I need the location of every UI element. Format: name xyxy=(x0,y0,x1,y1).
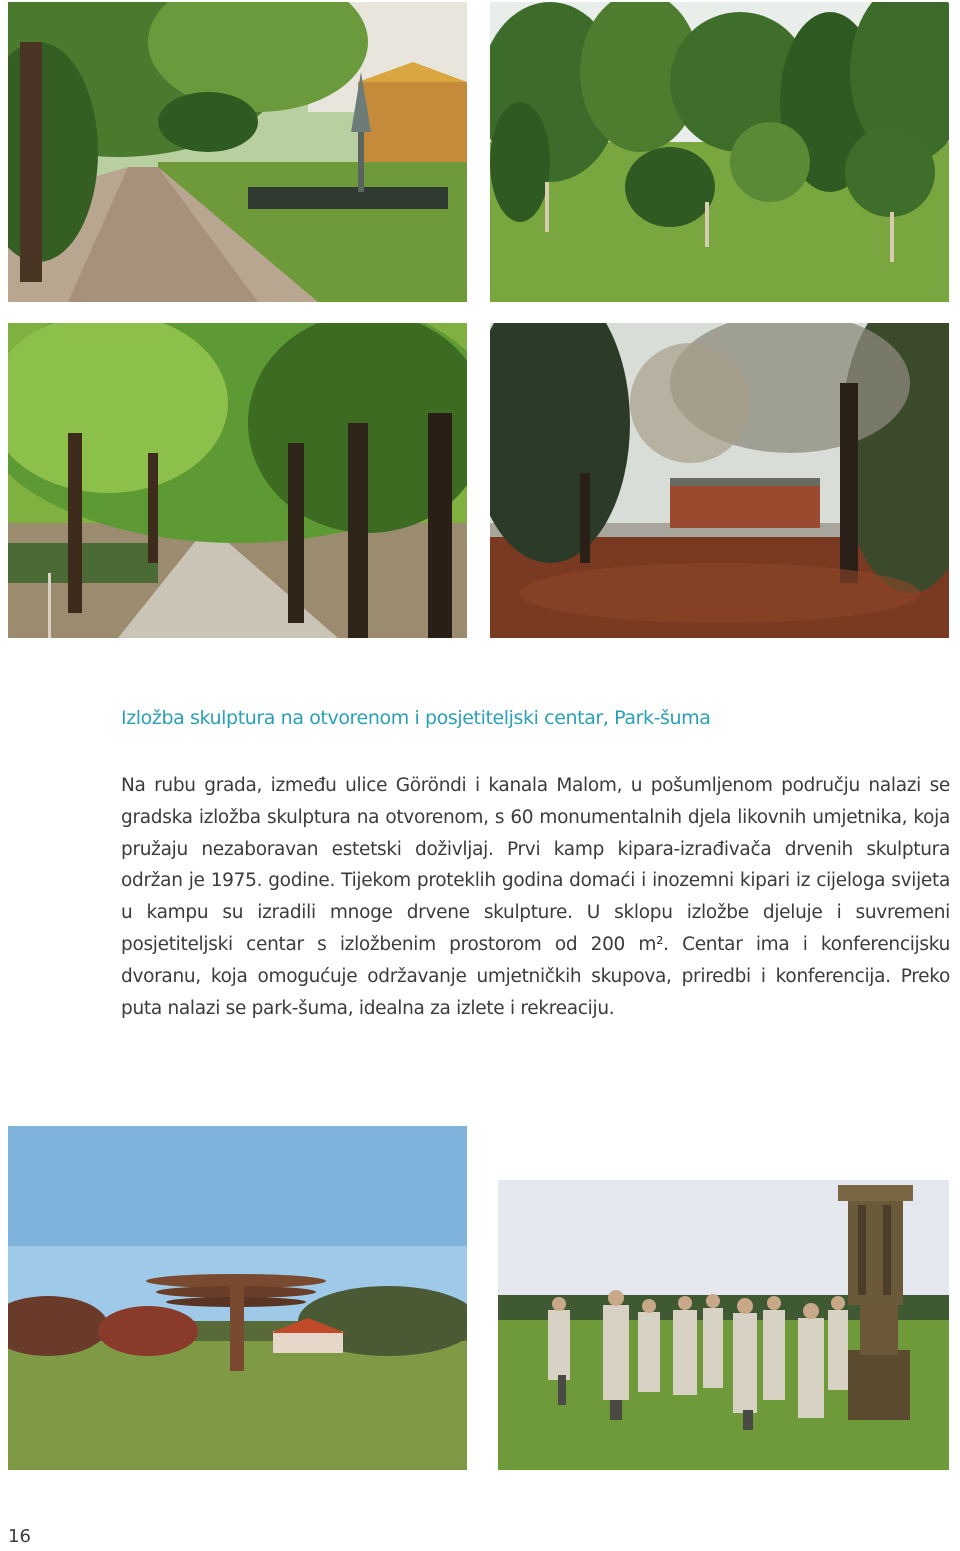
park-path-photo xyxy=(8,2,467,302)
park-lawn-trees-photo xyxy=(490,2,949,302)
tree-alley-photo xyxy=(8,323,467,638)
page-number: 16 xyxy=(8,1526,31,1547)
umbrella-sculpture-photo xyxy=(8,1126,467,1470)
autumn-park-photo xyxy=(490,323,949,638)
section-title: Izložba skulptura na otvorenom i posjetiteljski centar, Park-šuma xyxy=(121,707,711,729)
body-paragraph: Na rubu grada, između ulice Göröndi i kanala Malom, u pošumljenom području nalazi se gradska izložba skulptura na otvorenom, s 60 monumentalnih djela likovnih umjetnika, koja pružaju nezaboravan estetski doživljaj. Prvi kamp kipara-izrađivača drvenih skulptura održan je 1975. godine. Tijekom proteklih godina domaći i inozemni kipari iz cijeloga svijeta u kampu su izradili mnoge drvene skulpture. U sklopu izložbe djeluje i suvremeni posjetiteljski centar s izložbenim prostorom od 200 m². Centar ima i konferencijsku dvoranu, koja omogućuje održavanje umjetničkih skupova, priredbi i konferencija. Preko puta nalazi se park-šuma, idealna za izlete i rekreaciju. xyxy=(121,775,950,1019)
visitors-sculpture-photo xyxy=(498,1180,949,1470)
